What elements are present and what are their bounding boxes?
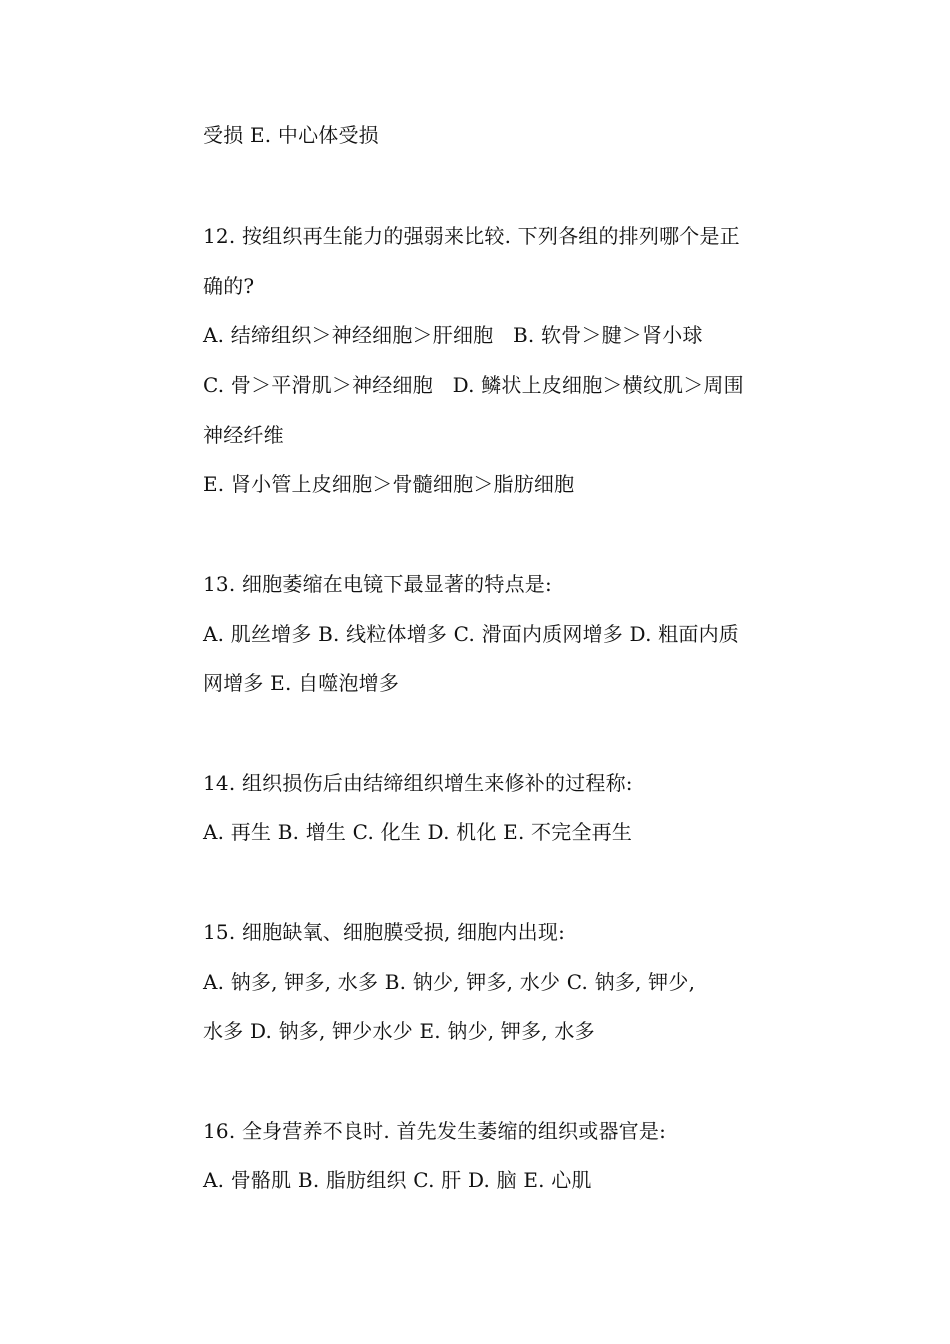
question-15-options: 水多 D. 钠多, 钾少水少 E. 钠少, 钾多, 水多 bbox=[203, 1019, 595, 1043]
question-16-stem: 16. 全身营养不良时. 首先发生萎缩的组织或器官是: bbox=[203, 1119, 667, 1143]
question-15-stem: 15. 细胞缺氧、细胞膜受损, 细胞内出现: bbox=[203, 920, 566, 944]
question-12-options: 神经纤维 bbox=[203, 423, 284, 447]
question-12-options: C. 骨＞平滑肌＞神经细胞 D. 鳞状上皮细胞＞横纹肌＞周围 bbox=[203, 373, 744, 397]
question-16-options: A. 骨骼肌 B. 脂肪组织 C. 肝 D. 脑 E. 心肌 bbox=[203, 1168, 592, 1192]
text-line: 受损 E. 中心体受损 bbox=[203, 123, 379, 147]
question-13-options: 网增多 E. 自噬泡增多 bbox=[203, 671, 400, 695]
question-12-stem-cont: 确的? bbox=[203, 274, 255, 298]
question-15-options: A. 钠多, 钾多, 水多 B. 钠少, 钾多, 水少 C. 钠多, 钾少, bbox=[203, 970, 696, 994]
question-14-options: A. 再生 B. 增生 C. 化生 D. 机化 E. 不完全再生 bbox=[203, 820, 633, 844]
question-14-stem: 14. 组织损伤后由结缔组织增生来修补的过程称: bbox=[203, 771, 633, 795]
question-13-stem: 13. 细胞萎缩在电镜下最显著的特点是: bbox=[203, 572, 552, 596]
question-12-stem: 12. 按组织再生能力的强弱来比较. 下列各组的排列哪个是正 bbox=[203, 224, 740, 248]
question-12-options: E. 肾小管上皮细胞＞骨髓细胞＞脂肪细胞 bbox=[203, 472, 575, 496]
question-13-options: A. 肌丝增多 B. 线粒体增多 C. 滑面内质网增多 D. 粗面内质 bbox=[203, 622, 739, 646]
question-12-options: A. 结缔组织＞神经细胞＞肝细胞 B. 软骨＞腱＞肾小球 bbox=[203, 323, 703, 347]
